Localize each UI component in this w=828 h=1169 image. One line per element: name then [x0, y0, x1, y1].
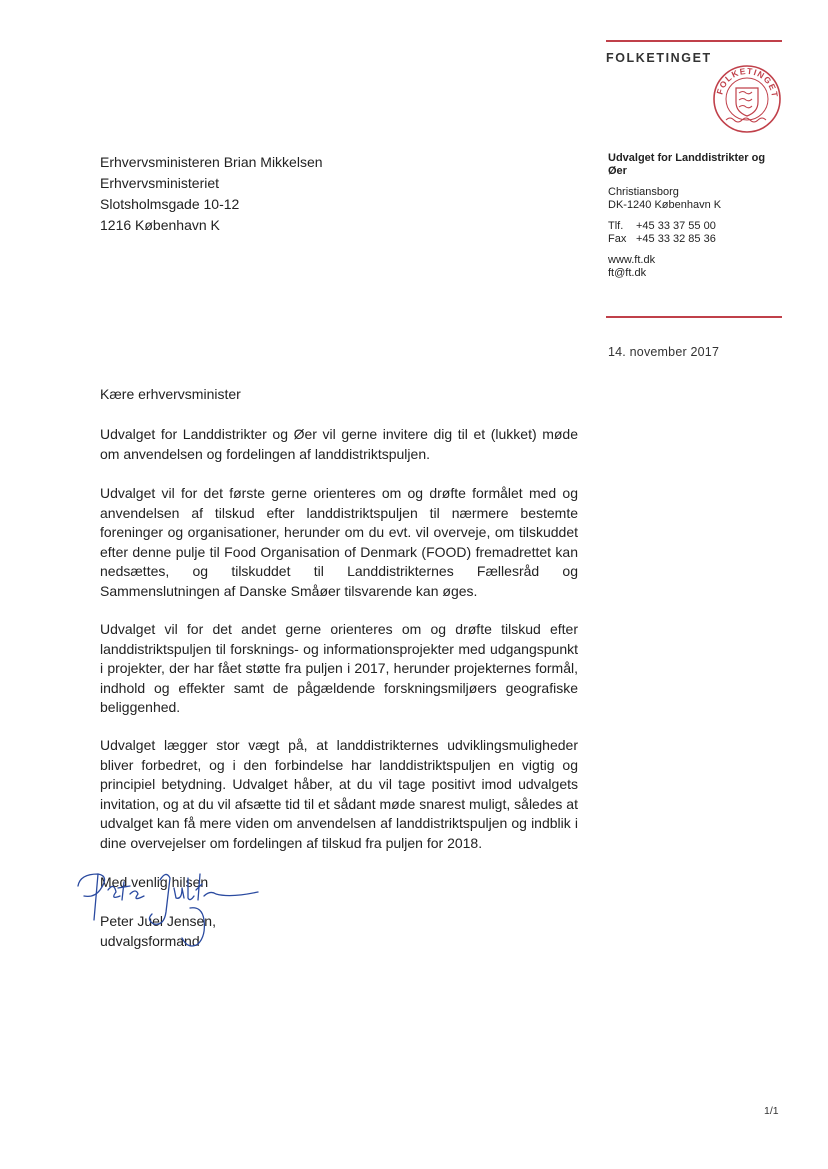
paragraph-2: Udvalget vil for det første gerne orienteres om og drøfte formålet med og anvendelsen af tilskud efter landdistriktspuljen til nærmere bestemte foreninger og organisationer, herunder om du evt. vil overveje, om tilskuddet efter denne pulje til Food Organisation of Denmark (FOOD) fremadrettet kan nedsættes, og tilskuddet til Landdistrikternes Fællesråd og Sammenslutningen af Danske Småøer tilsvarende kan øges.	[100, 485, 578, 599]
sender-address-1: Christiansborg	[608, 186, 679, 198]
signer-title: udvalgsformand	[100, 932, 200, 949]
fax-label: Fax	[608, 233, 627, 245]
sender-web[interactable]: www.ft.dk	[608, 254, 656, 266]
sender-address-2: DK-1240 København K	[608, 199, 722, 211]
sender-email[interactable]: ft@ft.dk	[608, 267, 647, 279]
header-rule-top	[606, 40, 782, 42]
recipient-line: 1216 København K	[100, 217, 220, 233]
seal-text: FOLKETINGET	[714, 65, 781, 99]
paragraph-1: Udvalget for Landdistrikter og Øer vil gerne invitere dig til et (lukket) møde om anvendelsen og fordelingen af landdistriktspuljen.	[100, 426, 578, 462]
sender-fax	[608, 233, 783, 246]
header-rule-bottom	[606, 316, 782, 318]
page-number: 1/1	[764, 1105, 779, 1117]
recipient-address	[100, 152, 323, 236]
phone-number: +45 33 37 55 00	[636, 220, 716, 232]
signer-name: Peter Juel Jensen,	[100, 913, 216, 929]
brand-name: FOLKETINGET	[606, 51, 712, 65]
folketinget-seal-icon	[712, 64, 782, 134]
paragraph-3: Udvalget vil for det andet gerne orienteres om og drøfte tilskud efter landdistriktspuljen til forsknings- og informationsprojekter med udgangspunkt i projekter, der har fået støtte fra puljen i 2017, herunder projekternes formål, indhold og effekter samt de pågældende forskningsmiljøers geografiske beliggenhed.	[100, 621, 578, 715]
handwritten-signature	[70, 860, 260, 960]
paragraph-4: Udvalget lægger stor vægt på, at landdistrikternes udviklingsmuligheder bliver forbedret, og i den forbindelse har landdistriktspuljen en vigtig og principiel betydning. Udvalget håber, at du vil tage positivt imod udvalgets invitation, og at du vil afsætte tid til et sådant møde snarest muligt, således at udvalget kan få mere viden om anvendelsen af landdistriktspuljen og indblik i dine overvejelser om fordelingen af tilskud fra puljen for 2018.	[100, 737, 578, 851]
fax-number: +45 33 32 85 36	[636, 233, 716, 245]
sender-block	[608, 152, 783, 280]
recipient-line: Slotsholmsgade 10-12	[100, 196, 240, 212]
salutation: Kære erhvervsminister	[100, 386, 241, 402]
closing-text: Med venlig hilsen	[100, 874, 209, 890]
recipient-line: Erhvervsministeriet	[100, 175, 220, 191]
recipient-line: Erhvervsministeren Brian Mikkelsen	[100, 154, 323, 170]
committee-name: Udvalget for Landdistrikter og Øer	[608, 152, 766, 177]
phone-label: Tlf.	[608, 220, 624, 232]
sender-phone	[608, 220, 783, 233]
letter-date: 14. november 2017	[608, 345, 720, 359]
